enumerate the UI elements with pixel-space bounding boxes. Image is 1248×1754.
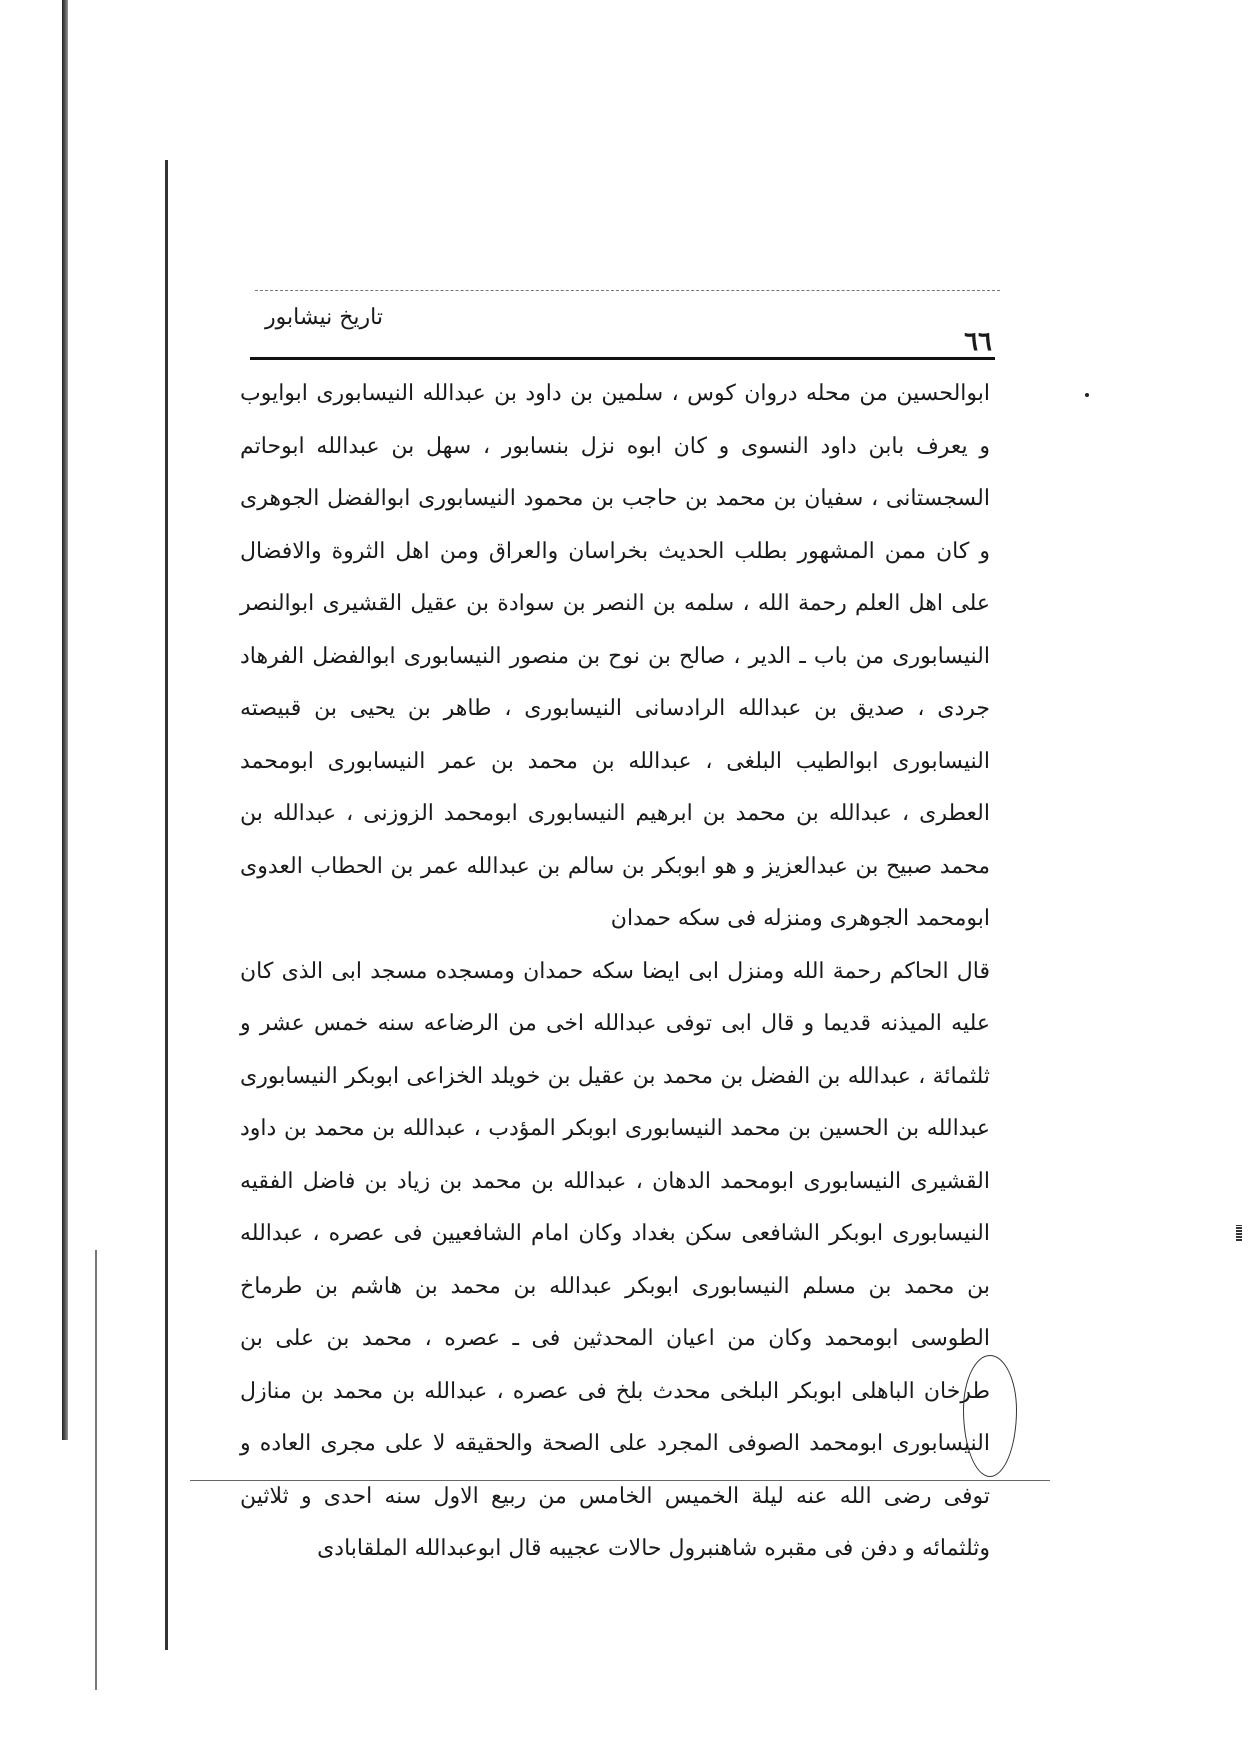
page-body — [240, 368, 990, 1576]
bottom-rule — [190, 1480, 1050, 1481]
paragraph-2: قال الحاکم رحمة الله ومنزل ابی ایضا سکه حمدان ومسجده مسجد ابی الذی کان علیه المیذنه قدیما و قال ابی توفی عبدالله اخی من الرضاعه سنه خمس عشر و ثلثمائة ، عبدالله بن الفضل بن محمد بن عقیل بن خویلد الخزاعی ابوبکر النیسابوری عبدالله بن الحسین بن محمد النیسابوری ابوبکر المؤدب ، عبدالله بن محمد بن داود القشیری النیسابوری ابومحمد الدهان ، عبدالله بن محمد بن زیاد بن فاضل الفقیه النیسابوری ابوبکر الشافعی سکن بغداد وکان امام الشافعیین فی عصره ، عبدالله بن محمد بن مسلم النیسابوری ابوبکر عبدالله بن محمد بن هاشم بن طرماخ الطوسی ابومحمد وکان من اعیان المحدثین فی ـ عصره ، محمد بن علی بن طرخان الباهلی ابوبکر البلخی محدث بلخ فی عصره ، عبدالله بن محمد بن منازل النیسابوری ابومحمد الصوفی المجرد علی الصحة والحقیقه لا علی مجری العاده و توفی رضی الله عنه لیلة الخمیس الخامس من ربیع الاول سنه احدی و ثلاثین وثلثمائه و دفن فی مقبره شاهنبرول حالات عجیبه قال ابوعبدالله الملقابادی — [240, 958, 991, 1561]
margin-dot — [1085, 393, 1089, 397]
scan-binding-edge — [62, 0, 68, 1440]
header-rule — [250, 357, 995, 360]
page-number: ٦٦ — [964, 327, 992, 357]
page-header — [255, 290, 1000, 359]
scan-shadow-line — [95, 1250, 97, 1690]
scan-edge-mark — [1236, 1225, 1242, 1241]
paragraph-1: ابوالحسین من محله دروان کوس ، سلمین بن داود بن عبدالله النیسابوری ابوایوب و یعرف بابن داود النسوی و کان ابوه نزل بنسابور ، سهل بن عبدالله ابوحاتم السجستانی ، سفیان بن محمد بن حاجب بن محمود النیسابوری ابوالفضل الجوهری و کان ممن المشهور بطلب الحدیث بخراسان والعراق ومن اهل الثروة والافضال علی اهل العلم رحمة الله ، سلمه بن النصر بن سوادة بن عقیل القشیری ابوالنصر النیسابوری من باب ـ الدیر ، صالح بن نوح بن منصور النیسابوری ابوالفضل الفرهاد جردی ، صدیق بن عبدالله الرادسانی النیسابوری ، طاهر بن یحیی بن قبیصته النیسابوری ابوالطیب البلغی ، عبدالله بن محمد بن عمر النیسابوری ابومحمد العطری ، عبدالله بن محمد بن ابرهیم النیسابوری ابومحمد الزوزنی ، عبدالله بن محمد صبیح بن عبدالعزیز و هو ابوبکر بن سالم بن عبدالله عمر بن الحطاب العدوی ابومحمد الجوهری ومنزله فی سکه حمدان — [240, 381, 990, 931]
running-title: تاریخ نیشابور — [265, 305, 383, 330]
